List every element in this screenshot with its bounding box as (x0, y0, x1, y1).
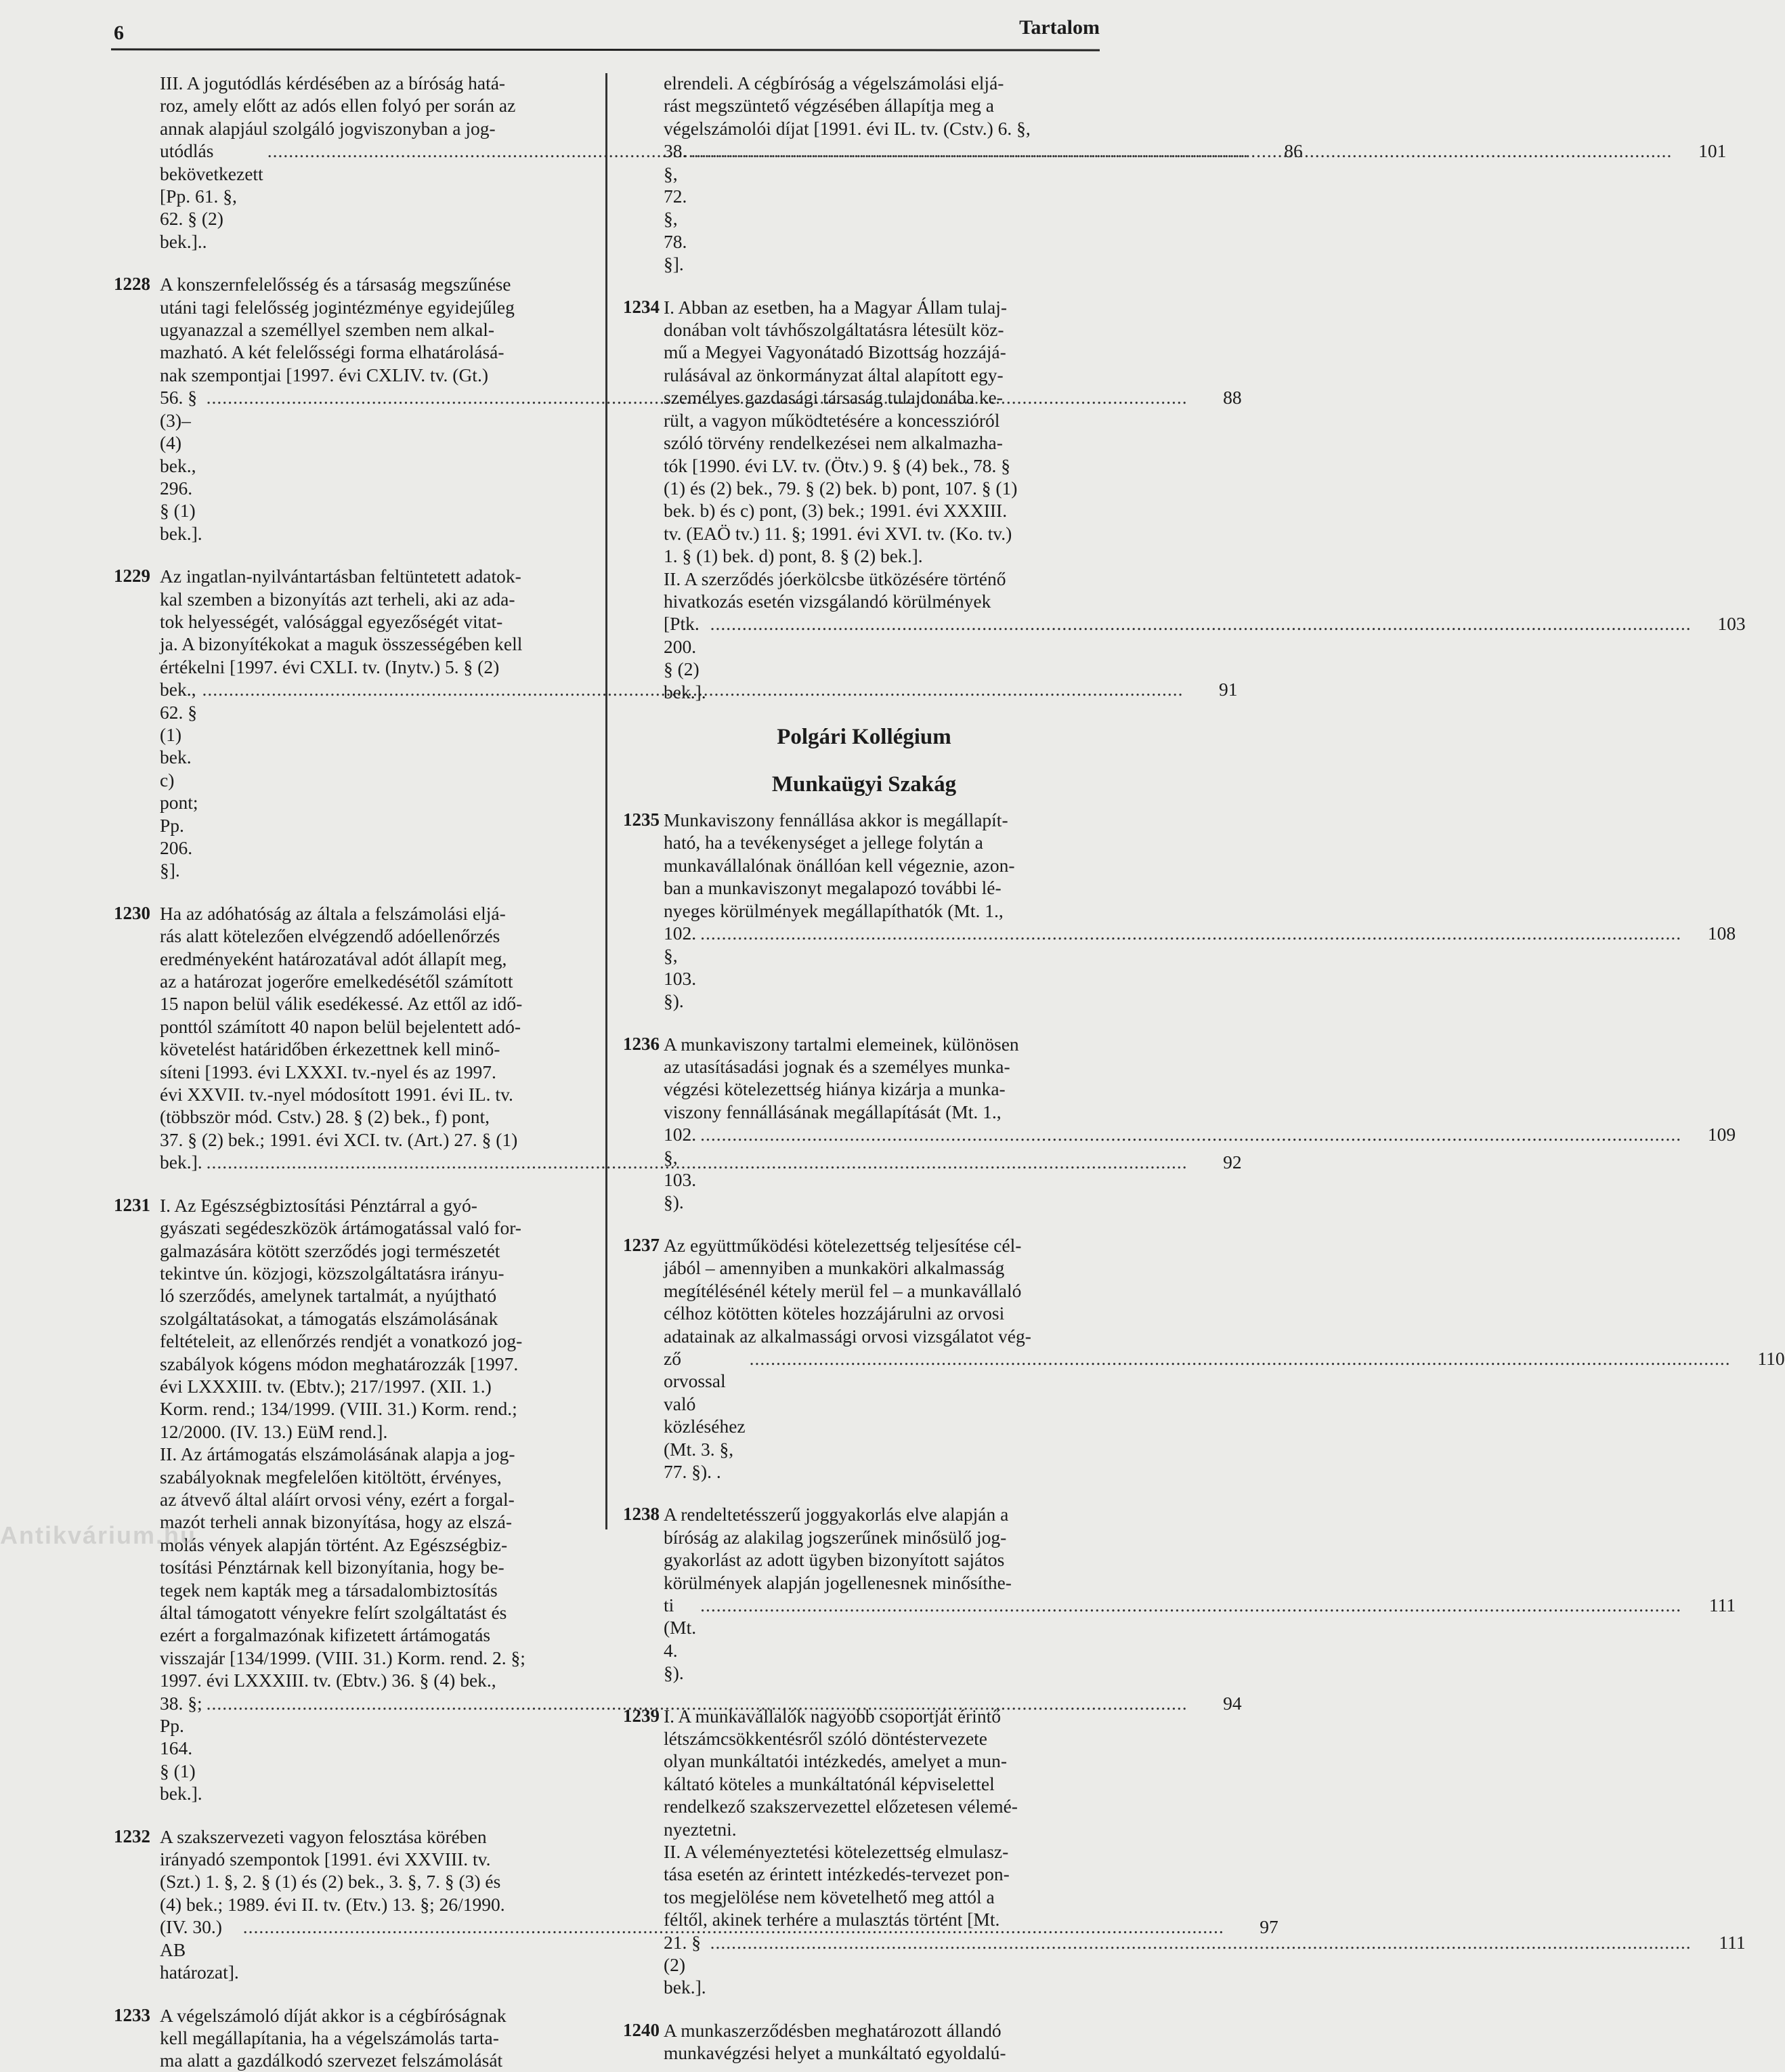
toc-entry-continuation: III. A jogutódlás kérdésében az a bíróság hatá- roz, amely előtt az adós ellen folyó per során az annak alapjául szolgáló jogviszonyban a jog- utódlás bekövetkezett [Pp. 61. §, 62. § (2) bek.].. ..... 86 (114, 72, 595, 253)
entry-number: 1240 (623, 2019, 660, 2040)
page-ref: 110 (1757, 1347, 1785, 1369)
leader-dots (700, 922, 1681, 944)
page-ref: 92 (1223, 1151, 1242, 1173)
page-number: 6 (114, 22, 124, 44)
toc-entry: 1228 A konszernfelelősség és a társaság megszűnése utáni tagi felelősség jogintézménye egyidejűleg ugyanazzal a személlyel szemben nem alkal- mazható. A két felelősségi forma elhatárolásá- nak szempontjai [1997. évi CXLIV. tv. (Gt.) 56. § (3)–(4) bek., 296. § (1) bek.]. ..... 88 (114, 273, 595, 545)
toc-entry: 1232 A szakszervezeti vagyon felosztása körében irányadó szempontok [1991. évi XXVIII. tv. (Szt.) 1. §, 2. § (1) és (2) bek., 3. §, 7. § (3) és (4) bek.; 1989. évi II. tv. (Etv.) 13. §; 26/1990. (IV. 30.) AB határozat]. ..... 97 (114, 1825, 595, 1984)
toc-entry: 1229 Az ingatlan-nyilvántartásban feltüntetett adatok- kal szemben a bizonyítás azt terheli, aki az ada- tok helyességét, valósággal egyezőségét vitat- ja. A bizonyítékokat a maguk összességében kell értékelni [1997. évi CXLI. tv. (Inytv.) 5. § (2) bek., 62. § (1) bek. c) pont; Pp. 206. §]. ..... 91 (114, 565, 595, 882)
entry-number: 1230 (114, 902, 150, 923)
leader-dots (710, 1931, 1692, 1953)
page-ref: 97 (1260, 1916, 1278, 1938)
leader-dots (700, 1594, 1681, 1616)
entry-number: 1239 (623, 1705, 660, 1726)
entry-number: 1233 (114, 2004, 150, 2025)
entry-number: 1232 (114, 1825, 150, 1846)
toc-entry: 1230 Ha az adóhatóság az általa a felszámolási eljá- rás alatt kötelezően elvégzendő adóellenőrzés eredményeként határozatával adót állapít meg, az a határozat jogerőre emelkedésétől számított 15 napon belül válik esedékessé. Az ettől az idő- ponttól számított 40 napon belül bejelentett adó- követelést határidőben érkezettnek kell minő- síteni [1993. évi LXXXI. tv.-nyel és az 1997. évi XXVII. tv.-nyel módosított 1991. évi IL. tv. (többször mód. Cstv.) 28. § (2) bek., f) pont, 37. § (2) bek.; 1991. évi XCI. tv. (Art.) 27. § (1) bek.]. ..... 92 (114, 902, 595, 1174)
toc-entry: 1240 A munkaszerződésben meghatározott állandó munkavégzési helyet a munkáltató egyoldalú- (623, 2019, 1006, 2064)
page-ref: 111 (1708, 1594, 1736, 1615)
page-ref: 111 (1719, 1931, 1746, 1953)
entry-number: 1235 (623, 809, 660, 830)
toc-entry: 1237 Az együttműködési kötelezettség teljesítése cél- jából – amennyiben a munkaköri alkalmasság megítélésénél kétely merül fel – a munkavállaló célhoz kötötten köteles hozzájárulni az orvosi adatainak az alkalmassági orvosi vizsgálatot vég- ző orvossal való közléséhez (Mt. 3. §, 77. §). . ..... 110 (623, 1234, 1105, 1483)
watermark: Antikvárium.hu (0, 1521, 197, 1549)
entry-number: 1229 (114, 566, 150, 587)
page-ref: 86 (1284, 140, 1303, 162)
entry-number: 1237 (623, 1234, 660, 1255)
toc-entry: 1233 A végelszámoló díját akkor is a cégbíróságnak kell megállapítania, ha a végelszámolás tarta- ma alatt a gazdálkodó szervezet felszámolását (114, 2004, 507, 2071)
entry-number: 1228 (114, 274, 150, 295)
entry-text: III. A jogutódlás kérdésében az a bíróság hatá- roz, amely előtt az adós ellen folyó per során az annak alapjául szolgáló jogviszonyban a jog- (160, 72, 516, 139)
leader-dots (691, 140, 1672, 162)
leader-dots (750, 1347, 1731, 1370)
page-ref: 109 (1707, 1124, 1736, 1145)
page-ref: 88 (1223, 387, 1242, 408)
entry-number: 1238 (623, 1504, 660, 1525)
toc-entry: 1234 I. Abban az esetben, ha a Magyar Állam tulaj- donában volt távhőszolgáltatásra létesült köz- mű a Megyei Vagyonátadó Bizottság hozzájá- rulásával az önkormányzat által alapított egy- személyes gazdasági társaság tulajdonába ke- rült, a vagyon működtetésére a koncesszióról szóló törvény rendelkezései nem alkalmazha- tók [1990. évi LV. tv. (Ötv.) 9. § (4) bek., 78. § (1) és (2) bek., 79. § (2) bek. b) pont, 107. § (1) bek. b) és c) pont, (3) bek.; 1991. évi XXXIII. tv. (EAÖ tv.) 11. §; 1991. évi XVI. tv. (Ko. tv.) 1. § (1) bek. d) pont, 8. § (2) bek.]. II. A szerződés jóerkölcsbe ütközésére történő hivatkozás esetén vizsgálandó körülmények [Ptk. 200. § (2) bek.]. ..... 103 (623, 296, 1105, 703)
page-ref: 91 (1219, 679, 1238, 700)
section-heading-section: Munkaügyi Szakág (771, 771, 957, 797)
entry-number: 1236 (623, 1033, 660, 1054)
toc-entry: 1235 Munkaviszony fennállása akkor is megállapít- ható, ha a tevékenységet a jellege folytán a munkavállalónak önállóan kell végeznie, azon- ban a munkaviszonyt megalapozó további lé- nyeges körülmények megállapíthatók (Mt. 1., 102. §, 103. §). ..... 108 (623, 809, 1105, 1013)
page-ref: 103 (1717, 613, 1746, 635)
page-ref: 108 (1707, 923, 1736, 944)
toc-entry: 1236 A munkaviszony tartalmi elemeinek, különösen az utasításadási jognak és a személyes munka- végzési kötelezettség hiánya kizárja a munka- viszony fennállásának megállapítását (Mt. 1., 102. §, 103. §). ..... 109 (623, 1033, 1105, 1214)
toc-entry-continuation: elrendeli. A cégbíróság a végelszámolási eljá- rást megszüntető végzésében állapítja meg a végelszámolói díjat [1991. évi IL. tv. (Cstv.) 6. §, 38. §, 72. §, 78. §]. ..... 101 (623, 72, 1105, 276)
entry-number: 1231 (114, 1194, 150, 1215)
header-rule (111, 48, 1100, 51)
toc-entry: 1231 I. Az Egészségbiztosítási Pénztárral a gyó- gyászati segédeszközök ártámogatással való for- galmazására kötött szerződés jogi természetét tekintve ún. közjogi, közszolgáltatásra irányu- ló szerződés, amelynek tartalmát, a nyújtható szolgáltatásokat, a támogatás elszámolásának feltételeit, az ellenőrzés rendjét a vonatkozó jog- szabályok kógens módon meghatározzák [1997. évi LXXXIII. tv. (Ebtv.); 217/1997. (XII. 1.) Korm. rend.; 134/1999. (VIII. 31.) Korm. rend.; 12/2000. (IV. 13.) EüM rend.]. II. Az ártámogatás elszámolásának alapja a jog- szabályoknak megfelelően kitöltött, érvényes, az átvevő által aláírt orvosi vény, ezért a forgal- mazót terheli annak bizonyítása, hogy az elszá- molás vények alapján történt. Az Egészségbiz- tosítási Pénztárnak kell bizonyítania, hogy be- tegek nem kapták meg a társadalombiztosítás által támogatott vényekre felírt szolgáltatást és ezért a forgalmazónak kifizetett ártámogatás visszajár [134/1999. (VIII. 31.) Korm. rend. 2. §; 1997. évi LXXXIII. tv. (Ebtv.) 36. § (4) bek., 38. §; Pp. 164. § (1) bek.]. ..... 94 (114, 1194, 595, 1805)
page-ref: 101 (1698, 140, 1727, 162)
toc-entry: 1239 I. A munkavállalók nagyobb csoportját érintő létszámcsökkentésről szóló döntéstervezete olyan munkáltatói intézkedés, amelyet a mun- káltató köteles a munkáltatónál képviselettel rendelkező szakszervezettel előzetesen vélemé- nyeztetni. II. A véleményeztetési kötelezettség elmulasz- tása esetén az érintett intézkedés-tervezet pon- tos megjelölése nem követelhető meg attól a féltől, akinek terhére a mulasztás történt [Mt. 21. § (2) bek.]. ..... 111 (623, 1705, 1105, 1999)
leader-dots (710, 612, 1692, 635)
page-ref: 94 (1223, 1692, 1242, 1714)
section-heading-college: Polgári Kollégium (777, 724, 951, 749)
entry-number: 1234 (623, 296, 660, 317)
leader-dots (700, 1123, 1681, 1145)
running-title: Tartalom (1019, 16, 1100, 39)
toc-entry: 1238 A rendeltetésszerű joggyakorlás elve alapján a bíróság az alakilag jogszerűnek minősülő jog- gyakorlást az adott ügyben bizonyított sajátos körülmények alapján jogellenesnek minősíthe- ti (Mt. 4. §). ..... 111 (623, 1503, 1105, 1684)
